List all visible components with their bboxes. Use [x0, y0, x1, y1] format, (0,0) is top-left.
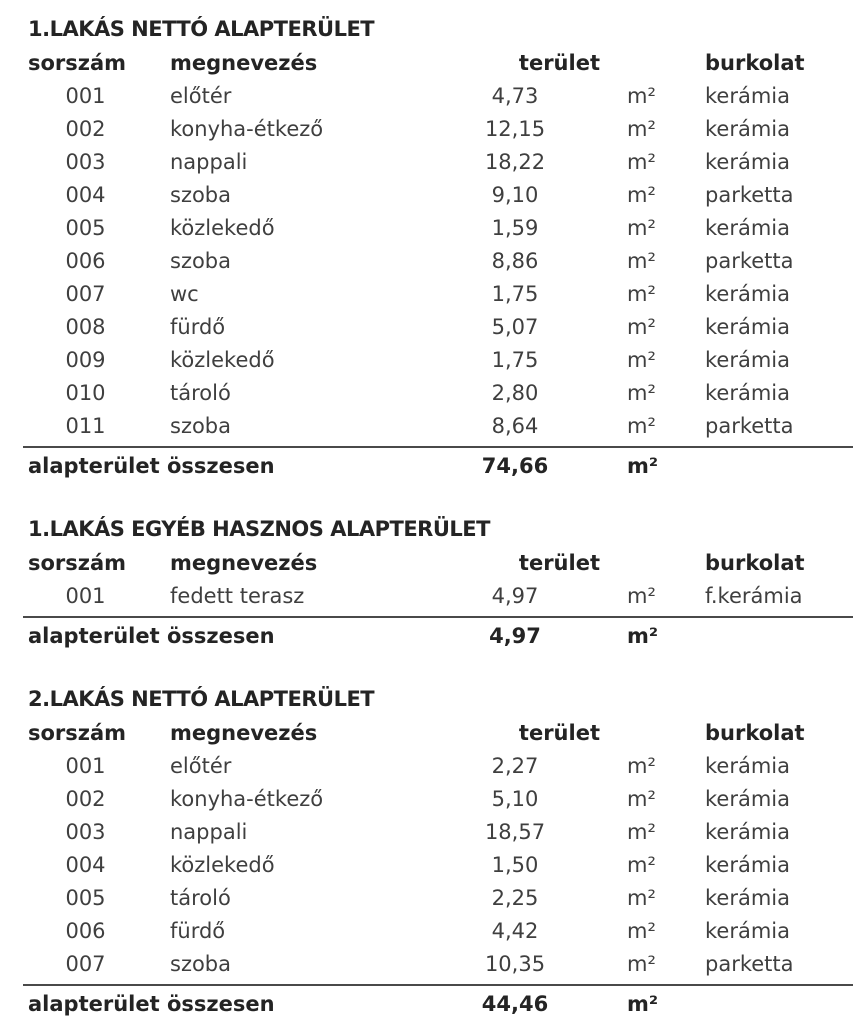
- area-value: 9,10: [491, 182, 539, 207]
- area-value: 1,59: [491, 215, 539, 240]
- col-header-megnevezes: megnevezés: [170, 550, 318, 575]
- section-title: 1.LAKÁS EGYÉB HASZNOS ALAPTERÜLET: [28, 517, 490, 541]
- row-number: 006: [65, 248, 106, 273]
- flooring-value: parketta: [705, 413, 794, 438]
- area-value: 1,75: [491, 347, 539, 372]
- table-row: [23, 914, 853, 947]
- area-unit: m²: [627, 951, 656, 976]
- row-number: 007: [65, 951, 106, 976]
- table-row: [23, 749, 853, 782]
- area-unit: m²: [627, 182, 656, 207]
- area-value: 8,86: [491, 248, 539, 273]
- room-name: nappali: [170, 149, 248, 174]
- col-header-megnevezes: megnevezés: [170, 720, 318, 745]
- table-row: [23, 277, 853, 310]
- flooring-value: kerámia: [705, 918, 790, 943]
- col-header-terulet: terület: [518, 550, 600, 575]
- area-value: 4,73: [491, 83, 539, 108]
- table-row: [23, 881, 853, 914]
- room-name: nappali: [170, 819, 248, 844]
- table-row: [23, 112, 853, 145]
- area-value: 2,80: [491, 380, 539, 405]
- table-row: [23, 376, 853, 409]
- table-rows: [23, 579, 853, 612]
- table-rows: [23, 749, 853, 980]
- flooring-value: kerámia: [705, 215, 790, 240]
- room-name: konyha-étkező: [170, 116, 324, 141]
- total-area-value: 44,46: [481, 992, 549, 1016]
- area-unit: m²: [627, 583, 656, 608]
- area-unit: m²: [627, 380, 656, 405]
- flooring-value: parketta: [705, 951, 794, 976]
- row-number: 001: [65, 83, 106, 108]
- flooring-value: kerámia: [705, 819, 790, 844]
- table-row: [23, 579, 853, 612]
- room-name: előtér: [170, 753, 232, 778]
- room-name: szoba: [170, 248, 232, 273]
- section-title: 1.LAKÁS NETTÓ ALAPTERÜLET: [28, 17, 375, 41]
- area-unit: m²: [627, 248, 656, 273]
- row-number: 011: [65, 413, 106, 438]
- table-row: [23, 211, 853, 244]
- area-value: 2,27: [491, 753, 539, 778]
- area-unit: m²: [627, 116, 656, 141]
- table-total-row: [23, 618, 853, 652]
- flooring-value: kerámia: [705, 314, 790, 339]
- table-row: [23, 145, 853, 178]
- flooring-value: kerámia: [705, 116, 790, 141]
- total-area-value: 74,66: [481, 454, 549, 478]
- row-number: 004: [65, 182, 106, 207]
- table-row: [23, 343, 853, 376]
- flooring-value: kerámia: [705, 852, 790, 877]
- area-unit: m²: [627, 885, 656, 910]
- table-row: [23, 947, 853, 980]
- area-value: 4,42: [491, 918, 539, 943]
- flooring-value: kerámia: [705, 786, 790, 811]
- table-row: [23, 178, 853, 211]
- area-unit: m²: [627, 852, 656, 877]
- area-unit: m²: [627, 413, 656, 438]
- room-name: fedett terasz: [170, 583, 305, 608]
- room-name: szoba: [170, 182, 232, 207]
- area-value: 4,97: [491, 583, 539, 608]
- table-total-row: [23, 986, 853, 1020]
- area-value: 1,50: [491, 852, 539, 877]
- area-value: 18,22: [484, 149, 546, 174]
- row-number: 005: [65, 215, 106, 240]
- flooring-value: kerámia: [705, 380, 790, 405]
- room-name: wc: [170, 281, 199, 306]
- table-total-row: [23, 448, 853, 482]
- area-table-section-1: [23, 16, 853, 482]
- table-row: [23, 848, 853, 881]
- total-area-unit: m²: [627, 624, 659, 648]
- row-number: 010: [65, 380, 106, 405]
- table-rows: [23, 79, 853, 442]
- row-number: 008: [65, 314, 106, 339]
- area-unit: m²: [627, 149, 656, 174]
- row-number: 004: [65, 852, 106, 877]
- col-header-sorszam: sorszám: [28, 50, 127, 75]
- col-header-burkolat: burkolat: [705, 50, 805, 75]
- row-number: 007: [65, 281, 106, 306]
- area-unit: m²: [627, 819, 656, 844]
- flooring-value: kerámia: [705, 83, 790, 108]
- area-unit: m²: [627, 281, 656, 306]
- total-label: alapterület összesen: [28, 992, 275, 1016]
- area-value: 2,25: [491, 885, 539, 910]
- row-number: 002: [65, 116, 106, 141]
- row-number: 002: [65, 786, 106, 811]
- total-area-unit: m²: [627, 992, 659, 1016]
- row-number: 001: [65, 753, 106, 778]
- table-header-row: [23, 546, 853, 579]
- room-name: szoba: [170, 413, 232, 438]
- area-unit: m²: [627, 753, 656, 778]
- col-header-sorszam: sorszám: [28, 720, 127, 745]
- total-label: alapterület összesen: [28, 624, 275, 648]
- total-area-value: 4,97: [489, 624, 541, 648]
- col-header-burkolat: burkolat: [705, 550, 805, 575]
- col-header-burkolat: burkolat: [705, 720, 805, 745]
- col-header-terulet: terület: [518, 50, 600, 75]
- area-value: 1,75: [491, 281, 539, 306]
- flooring-value: f.kerámia: [705, 583, 803, 608]
- table-row: [23, 79, 853, 112]
- room-name: konyha-étkező: [170, 786, 324, 811]
- area-unit: m²: [627, 347, 656, 372]
- room-name: előtér: [170, 83, 232, 108]
- row-number: 006: [65, 918, 106, 943]
- row-number: 001: [65, 583, 106, 608]
- col-header-sorszam: sorszám: [28, 550, 127, 575]
- row-number: 009: [65, 347, 106, 372]
- total-area-unit: m²: [627, 454, 659, 478]
- table-row: [23, 815, 853, 848]
- flooring-value: kerámia: [705, 149, 790, 174]
- area-value: 5,07: [491, 314, 539, 339]
- flooring-value: kerámia: [705, 347, 790, 372]
- room-name: közlekedő: [170, 347, 275, 372]
- table-header-row: [23, 46, 853, 79]
- flooring-value: parketta: [705, 248, 794, 273]
- room-name: tároló: [170, 380, 231, 405]
- area-unit: m²: [627, 215, 656, 240]
- room-name: fürdő: [170, 314, 226, 339]
- col-header-terulet: terület: [518, 720, 600, 745]
- row-number: 003: [65, 819, 106, 844]
- room-name: közlekedő: [170, 215, 275, 240]
- table-row: [23, 782, 853, 815]
- area-value: 5,10: [491, 786, 539, 811]
- table-row: [23, 310, 853, 343]
- section-title: 2.LAKÁS NETTÓ ALAPTERÜLET: [28, 687, 375, 711]
- area-value: 10,35: [484, 951, 546, 976]
- table-header-row: [23, 716, 853, 749]
- flooring-value: kerámia: [705, 281, 790, 306]
- area-value: 18,57: [484, 819, 546, 844]
- area-unit: m²: [627, 918, 656, 943]
- table-row: [23, 244, 853, 277]
- room-name: tároló: [170, 885, 231, 910]
- flooring-value: kerámia: [705, 885, 790, 910]
- row-number: 003: [65, 149, 106, 174]
- room-name: szoba: [170, 951, 232, 976]
- room-name: fürdő: [170, 918, 226, 943]
- row-number: 005: [65, 885, 106, 910]
- area-unit: m²: [627, 314, 656, 339]
- area-value: 12,15: [484, 116, 546, 141]
- area-table-section-3: [23, 686, 853, 1020]
- total-label: alapterület összesen: [28, 454, 275, 478]
- flooring-value: parketta: [705, 182, 794, 207]
- room-name: közlekedő: [170, 852, 275, 877]
- area-unit: m²: [627, 786, 656, 811]
- area-value: 8,64: [491, 413, 539, 438]
- table-row: [23, 409, 853, 442]
- col-header-megnevezes: megnevezés: [170, 50, 318, 75]
- flooring-value: kerámia: [705, 753, 790, 778]
- area-unit: m²: [627, 83, 656, 108]
- area-table-section-2: [23, 516, 853, 652]
